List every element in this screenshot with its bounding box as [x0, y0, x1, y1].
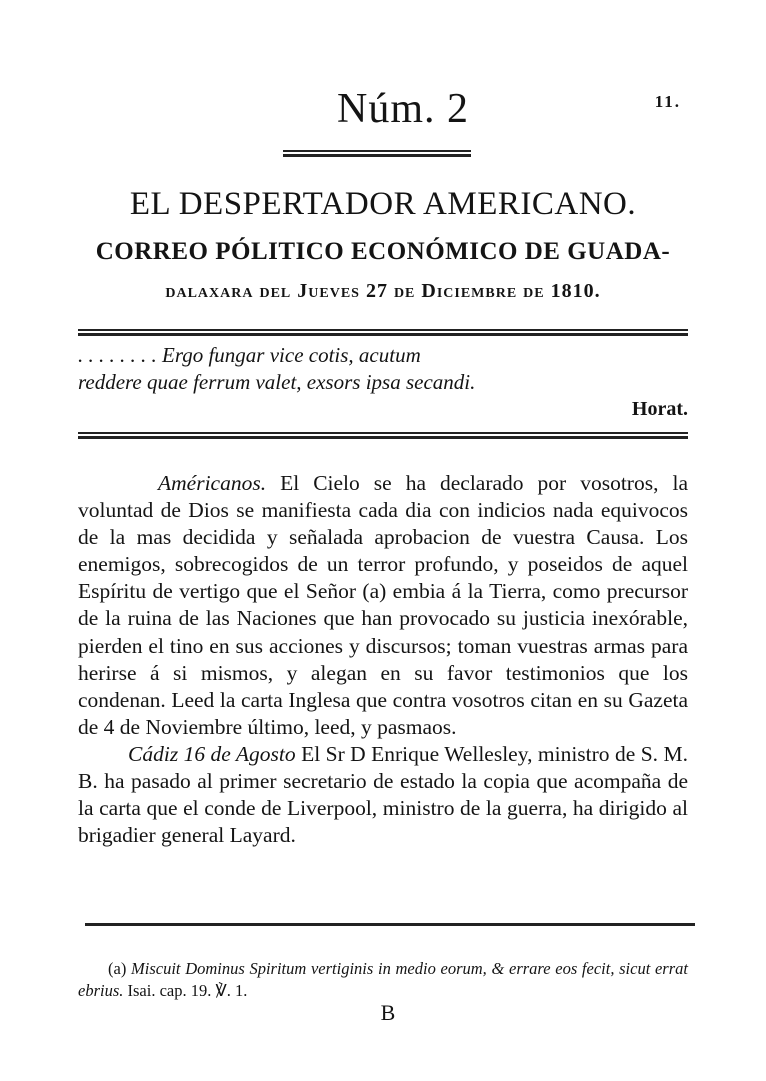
footnote-text: Miscuit Dominus Spiritum vertiginis in medio eorum, & errare eos fecit, sicut errat ebrius.: [78, 959, 688, 1000]
paragraph-lead: Cádiz 16 de Agosto: [128, 741, 296, 766]
issue-number: Núm. 2: [337, 86, 469, 132]
footnote: [78, 958, 688, 1002]
epigraph-line: . . . . . . . . Ergo fungar vice cotis, acutum: [78, 343, 421, 367]
divider-rule-bottom: [78, 432, 688, 439]
title-ornament-rule: [283, 150, 471, 157]
article-paragraph: [78, 741, 688, 849]
footnote-reference: Isai. cap. 19. ℣. 1.: [123, 981, 248, 1000]
divider-rule-top: [78, 329, 688, 336]
signature-mark: B: [380, 1000, 396, 1025]
page-number: 11.: [654, 92, 681, 111]
paragraph-lead: Américanos.: [158, 471, 267, 495]
footnote-separator: [85, 920, 695, 926]
newspaper-subtitle: CORREO PÓLITICO ECONÓMICO DE GUADA-: [95, 238, 671, 265]
paragraph-text: El Cielo se ha declarado por vosotros, la voluntad de Dios se manifiesta cada dia con indicios nada equivocos de la mas decidida y señalada aprobacion de vuestra Causa. Los enemigos, sobrecogidos de un terror profundo, y poseidos de aquel Espíritu de vertigo que el Señor (a) embia á la Tierra, como precursor de la ruina de las Naciones que han provocado su justicia inexórable, pierden el tino en sus acciones y discursos; toman vuestras armas para herirse á si mismos, y alegan en su favor testimonios que los condenan. Leed la carta Inglesa que contra vosotros citan en su Gazeta de 4 de Noviembre último, leed, y pasmaos.: [78, 471, 688, 739]
issue-date-line: dalaxara del Jueves 27 de Diciembre de 1810.: [165, 280, 601, 302]
article-paragraph: [78, 470, 688, 741]
epigraph-attribution: Horat.: [631, 398, 688, 420]
footnote-marker: (a): [108, 959, 127, 978]
paragraph-text: El Sr D Enrique Wellesley, ministro de S. M. B. ha pasado al primer secretario de estado la copia que acompaña de la carta que el conde de Liverpool, ministro de la guerra, ha dirigido al brigadier general Layard.: [78, 741, 688, 848]
article-body: [78, 470, 688, 849]
newspaper-title: EL DESPERTADOR AMERICANO.: [129, 186, 637, 222]
epigraph-line: reddere quae ferrum valet, exsors ipsa secandi.: [78, 370, 476, 394]
epigraph: [78, 342, 688, 396]
